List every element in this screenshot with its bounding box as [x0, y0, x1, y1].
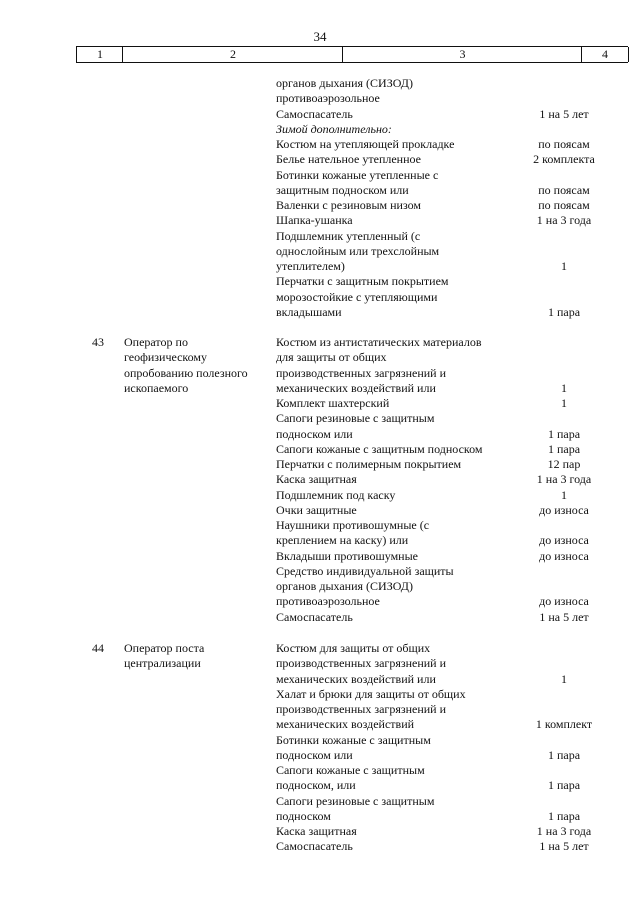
- column-header-1: 1: [76, 47, 123, 62]
- continuation-item-8-line-1: однослойным или трехслойным: [276, 243, 440, 258]
- row-44-item-5-quantity: 1 на 3 года: [536, 824, 592, 838]
- row-43-item-7-quantity: до износа: [539, 502, 589, 517]
- row-43-profession-line-0: Оператор по: [124, 335, 188, 349]
- row-43-profession-line-2: опробованию полезного: [124, 365, 248, 380]
- row-44-item-0-line-0: Костюм для защиты от общих: [276, 641, 431, 655]
- row-43-profession-line-3: ископаемого: [124, 380, 189, 395]
- row-44-item-4-quantity: 1 пара: [547, 808, 581, 823]
- column-header-4: 4: [581, 47, 629, 62]
- row-44-item-1-quantity: 1 комплект: [535, 717, 593, 732]
- continuation-item-2-line-0: Зимой дополнительно:: [276, 121, 392, 136]
- row-43-item-6-quantity: 1: [561, 487, 567, 502]
- continuation-item-0-line-0: органов дыхания (СИЗОД): [276, 76, 413, 90]
- row-44-item-0-line-1: производственных загрязнений и: [276, 656, 447, 671]
- row-43-item-8-quantity: до износа: [539, 533, 589, 548]
- page-number: 34: [313, 29, 327, 44]
- continuation-item-5-line-1: защитным подноском или: [276, 182, 409, 197]
- row-44-item-3-line-0: Сапоги кожаные с защитным: [276, 763, 425, 777]
- continuation-item-3-quantity: по поясам: [538, 137, 590, 151]
- row-43-item-10-quantity: до износа: [539, 594, 589, 609]
- continuation-item-7-line-0: Шапка-ушанка: [276, 213, 353, 228]
- row-43-item-4-line-0: Перчатки с полимерным покрытием: [276, 457, 462, 471]
- continuation-item-5-quantity: по поясам: [538, 182, 590, 197]
- row-44-item-4-line-1: подноском: [276, 808, 331, 823]
- row-44-number: 44: [92, 641, 104, 655]
- row-43-item-10-line-0: Средство индивидуальной защиты: [276, 563, 454, 578]
- row-44-item-3-line-1: подноском, или: [276, 778, 356, 793]
- row-44-item-1-line-1: производственных загрязнений и: [276, 702, 447, 716]
- continuation-item-9-line-0: Перчатки с защитным покрытием: [276, 274, 449, 289]
- continuation-item-1-quantity: 1 на 5 лет: [539, 106, 589, 121]
- row-43-item-0-line-2: производственных загрязнений и: [276, 365, 447, 380]
- row-44-item-0-quantity: 1: [561, 671, 567, 686]
- row-43-item-0-line-0: Костюм из антистатических материалов: [276, 335, 482, 349]
- row-44-item-3-quantity: 1 пара: [547, 778, 581, 793]
- row-43-item-10-line-1: органов дыхания (СИЗОД): [276, 579, 413, 593]
- row-43-item-8-line-1: креплением на каску) или: [276, 533, 409, 548]
- column-header-2: 2: [122, 47, 343, 62]
- continuation-item-1-line-0: Самоспасатель: [276, 106, 353, 121]
- row-43-profession-line-1: геофизическому: [124, 350, 208, 365]
- row-43-item-1-quantity: 1: [561, 396, 567, 410]
- row-44-item-6-quantity: 1 на 5 лет: [539, 839, 589, 854]
- continuation-item-8-quantity: 1: [561, 259, 567, 273]
- column-header-3: 3: [342, 47, 582, 62]
- row-43-item-2-quantity: 1 пара: [547, 426, 581, 441]
- continuation-item-4-line-0: Белье нательное утепленное: [276, 152, 421, 167]
- continuation-item-5-line-0: Ботинки кожаные утепленные с: [276, 167, 439, 182]
- row-43-item-2-line-1: подноском или: [276, 426, 353, 441]
- row-43-item-7-line-0: Очки защитные: [276, 502, 357, 517]
- row-44-item-6-line-0: Самоспасатель: [276, 839, 353, 854]
- row-44-item-4-line-0: Сапоги резиновые с защитным: [276, 793, 435, 808]
- row-44-item-1-line-2: механических воздействий: [276, 717, 415, 732]
- row-43-item-3-quantity: 1 пара: [547, 441, 581, 456]
- row-44-item-2-line-1: подноском или: [276, 747, 353, 762]
- continuation-item-6-quantity: по поясам: [538, 198, 590, 212]
- row-44-item-0-line-2: механических воздействий или: [276, 671, 436, 686]
- column-header-row: [76, 46, 628, 63]
- row-43-item-1-line-0: Комплект шахтерский: [276, 396, 390, 410]
- row-44-profession-line-1: централизации: [124, 656, 201, 671]
- continuation-item-7-quantity: 1 на 3 года: [536, 213, 592, 228]
- continuation-item-4-quantity: 2 комплекта: [533, 152, 595, 167]
- row-43-item-9-line-0: Вкладыши противошумные: [276, 548, 418, 563]
- row-43-item-0-line-3: механических воздействий или: [276, 380, 436, 395]
- continuation-item-6-line-0: Валенки с резиновым низом: [276, 198, 422, 212]
- continuation-item-8-line-2: утеплителем): [276, 259, 345, 273]
- row-43-item-6-line-0: Подшлемник под каску: [276, 487, 396, 502]
- row-44-profession-line-0: Оператор поста: [124, 641, 205, 655]
- continuation-item-8-line-0: Подшлемник утепленный (с: [276, 228, 421, 243]
- continuation-item-9-line-1: морозостойкие с утепляющими: [276, 289, 438, 304]
- row-43-item-11-quantity: 1 на 5 лет: [539, 609, 589, 624]
- row-43-item-11-line-0: Самоспасатель: [276, 609, 353, 624]
- continuation-item-0-line-1: противоаэрозольное: [276, 91, 380, 106]
- continuation-item-9-quantity: 1 пара: [547, 304, 581, 319]
- row-43-item-3-line-0: Сапоги кожаные с защитным подноском: [276, 441, 483, 456]
- row-43-item-0-quantity: 1: [561, 380, 567, 395]
- continuation-item-3-line-0: Костюм на утепляющей прокладке: [276, 137, 455, 151]
- row-43-number: 43: [92, 335, 104, 349]
- row-43-item-10-line-2: противоаэрозольное: [276, 594, 380, 609]
- row-43-item-5-quantity: 1 на 3 года: [536, 472, 592, 487]
- row-44-item-2-quantity: 1 пара: [547, 747, 581, 762]
- row-43-item-2-line-0: Сапоги резиновые с защитным: [276, 411, 435, 426]
- row-44-item-5-line-0: Каска защитная: [276, 824, 357, 838]
- row-44-item-1-line-0: Халат и брюки для защиты от общих: [276, 686, 466, 701]
- row-43-item-9-quantity: до износа: [539, 548, 589, 563]
- row-43-item-0-line-1: для защиты от общих: [276, 350, 387, 365]
- row-44-item-2-line-0: Ботинки кожаные с защитным: [276, 732, 431, 747]
- row-43-item-4-quantity: 12 пар: [547, 457, 581, 471]
- continuation-item-9-line-2: вкладышами: [276, 304, 342, 319]
- row-43-item-8-line-0: Наушники противошумные (с: [276, 518, 430, 532]
- row-43-item-5-line-0: Каска защитная: [276, 472, 357, 487]
